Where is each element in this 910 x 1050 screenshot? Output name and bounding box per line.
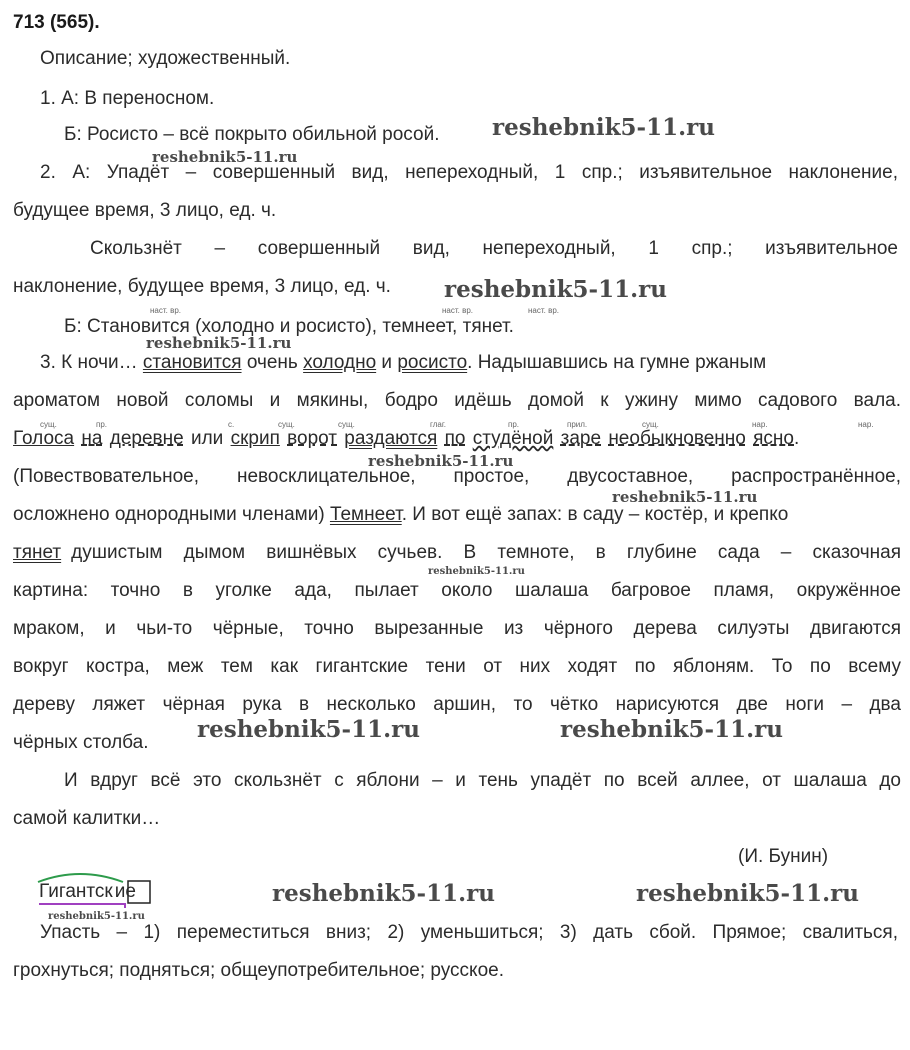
predicate-word: тянет: [13, 542, 62, 563]
tense-label: наст. вр.: [442, 306, 474, 315]
text-fragment: или: [190, 428, 224, 449]
answer-1b: Б: Росисто – всё покрыто обильной росой.: [64, 124, 440, 145]
watermark: reshebnik5-11.ru: [636, 880, 859, 907]
author: (И. Бунин): [738, 846, 829, 867]
text-line-7: картина: точно в уголке ада, пылает около шалаша багровое пламя, окружённое: [13, 580, 901, 601]
pos-label: глаг.: [430, 420, 447, 429]
watermark: reshebnik5-11.ru: [368, 452, 514, 470]
answer-5-line2: грохнуться; подняться; общеупотребительное; русское.: [13, 960, 504, 981]
watermark: reshebnik5-11.ru: [152, 148, 298, 166]
morpheme-breakdown: [35, 868, 153, 912]
watermark: reshebnik5-11.ru: [612, 488, 758, 506]
watermark: reshebnik5-11.ru: [272, 880, 495, 907]
text-line-2: ароматом новой соломы и мякины, бодро идёшь домой к ужину мимо садового вала.: [13, 390, 901, 411]
watermark: reshebnik5-11.ru: [48, 911, 145, 922]
answer-2a-line2: будущее время, 3 лицо, ед. ч.: [13, 200, 277, 221]
answer-1a: 1. А: В переносном.: [40, 88, 215, 109]
pos-label: прил.: [567, 420, 588, 429]
answer-2a-line1: 2. А: Упадёт – совершенный вид, непереходный, 1 спр.; изъявительное наклонение,: [40, 162, 898, 183]
text-fragment: . И вот ещё запах: в саду – костёр, и крепко: [401, 504, 789, 525]
morpheme-ending: ие: [114, 881, 136, 902]
watermark: reshebnik5-11.ru: [560, 716, 783, 743]
pos-label: сущ.: [40, 420, 57, 429]
predicate-word: росисто: [397, 352, 468, 373]
subject-word: скрип: [230, 428, 280, 449]
text-fragment: деревне: [109, 428, 184, 449]
pos-label: пр.: [508, 420, 520, 429]
text-fragment: на: [81, 428, 103, 449]
morpheme-word: [39, 881, 136, 903]
text-line-9: вокруг костра, меж тем как гигантские тени от них ходят по яблоням. То по всему: [13, 656, 901, 677]
text-line-5: [13, 504, 788, 526]
text-line-8: мраком, и чьи-то чёрные, точно вырезанные из чёрного дерева силуэты двигаются: [13, 618, 901, 639]
pos-label: пр.: [96, 420, 108, 429]
text-fragment: осложнено однородными членами): [13, 504, 325, 525]
style-line: Описание; художественный.: [40, 48, 291, 69]
pos-label: сущ.: [338, 420, 355, 429]
pos-label: сущ.: [278, 420, 295, 429]
answer-2a-line4: наклонение, будущее время, 3 лицо, ед. ч.: [13, 276, 391, 297]
predicate-word: становится: [142, 352, 242, 373]
predicate-word: Темнеет: [329, 504, 402, 525]
text-line-10: дереву ляжет чёрная рука в несколько аршин, то чётко нарисуются две ноги – два: [13, 694, 901, 715]
text-fragment: студёной: [472, 428, 554, 449]
predicate-word: раздаются: [344, 428, 438, 449]
text-fragment: 3. К ночи…: [40, 352, 138, 373]
pos-label: с.: [228, 420, 235, 429]
text-line-4: (Повествовательное, невосклицательное, простое, двусоставное, распространённое,: [13, 466, 901, 487]
pos-label: сущ.: [642, 420, 659, 429]
text-fragment: заре: [560, 428, 602, 449]
subject-word: Голоса: [13, 428, 75, 449]
text-line-12: И вдруг всё это скользнёт с яблони – и тень упадёт по всей аллее, от шалаша до: [64, 770, 901, 791]
answer-2a-line3: Скользнёт – совершенный вид, непереходный, 1 спр.; изъявительное: [90, 238, 898, 259]
watermark: reshebnik5-11.ru: [146, 334, 292, 352]
text-fragment: очень: [246, 352, 298, 373]
watermark: reshebnik5-11.ru: [197, 716, 420, 743]
answer-5-line1: Упасть – 1) переместиться вниз; 2) уменьшиться; 3) дать сбой. Прямое; свалиться,: [40, 922, 898, 943]
predicate-word: холодно: [303, 352, 377, 373]
text-line-6: [13, 542, 901, 564]
text-line-13: самой калитки…: [13, 808, 161, 829]
tense-label: наст. вр.: [528, 306, 560, 315]
text-fragment: необыкновенно: [608, 428, 746, 449]
answer-2b: Б: Становится (холодно и росисто), темнеет, тянет.: [64, 316, 514, 337]
pos-label: нар.: [752, 420, 768, 429]
text-fragment: . Надышавшись на гумне ржаным: [467, 352, 767, 373]
text-fragment: по: [444, 428, 466, 449]
text-line-11: чёрных столба.: [13, 732, 149, 753]
task-number: 713 (565).: [13, 12, 100, 33]
text-fragment: и: [381, 352, 393, 373]
tense-label: наст. вр.: [150, 306, 182, 315]
text-fragment: ясно: [753, 428, 794, 449]
morpheme-stem: Гигантск: [39, 881, 113, 902]
text-fragment: душистым дымом вишнёвых сучьев. В темноте, в глубине сада – сказочная: [71, 542, 901, 563]
watermark: reshebnik5-11.ru: [428, 566, 525, 577]
text-fragment: ворот: [287, 428, 338, 449]
text-line-3: Голоса на деревне или скрип ворот раздаются по студёной заре необыкновенно ясно.: [13, 428, 800, 449]
pos-label: нар.: [858, 420, 874, 429]
watermark: reshebnik5-11.ru: [444, 276, 667, 303]
text-line-1: [40, 352, 766, 374]
watermark: reshebnik5-11.ru: [492, 114, 715, 141]
